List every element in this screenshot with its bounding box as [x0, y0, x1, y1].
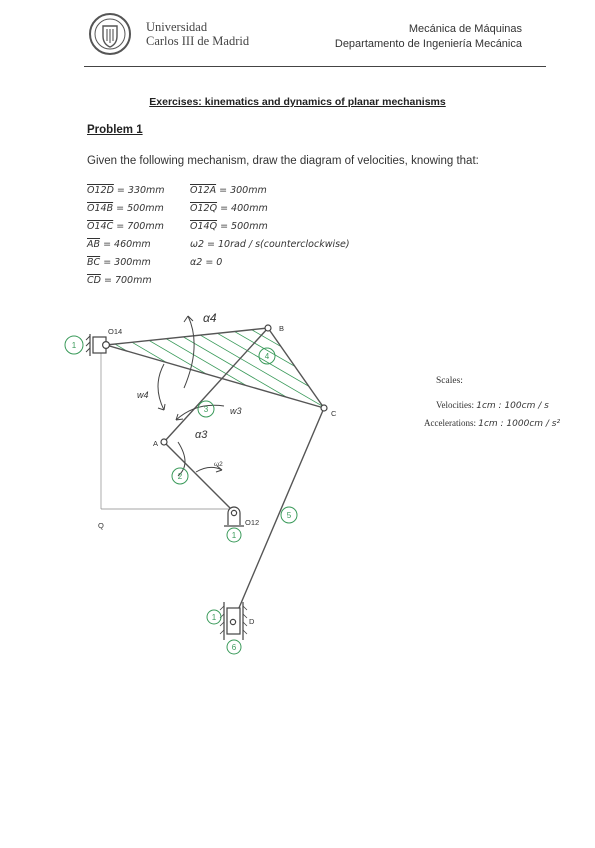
- acceleration-scale: [424, 418, 560, 429]
- joint-c: [321, 405, 327, 411]
- label-d: D: [249, 617, 255, 626]
- page-title: Exercises: kinematics and dynamics of planar mechanisms: [149, 96, 446, 108]
- link-5-number: 5: [286, 511, 292, 520]
- link-c-d: [233, 408, 324, 622]
- joint-a: [161, 439, 167, 445]
- label-alpha3: α3: [195, 429, 208, 441]
- joint-b: [265, 325, 271, 331]
- ground-pivot-o12: [224, 507, 244, 526]
- label-omega4: w4: [137, 390, 149, 400]
- data-item: $\overline{AB} = 460mm$: [87, 239, 151, 250]
- label-b: B: [279, 324, 285, 333]
- data-item: O14Q = 500mm: [190, 221, 268, 232]
- omega4-arrow: [158, 364, 164, 410]
- data-item: $\overline{CD} = 700mm$: [87, 275, 152, 286]
- data-item: ω2 = 10rad / s(counterclockwise): [190, 239, 350, 250]
- data-item: α2 = 0: [190, 257, 223, 268]
- slider-d: [220, 602, 247, 640]
- data-item: O14C = 700mm: [87, 221, 164, 232]
- subject-name: Mecánica de Máquinas: [408, 23, 522, 35]
- label-q: Q: [98, 521, 104, 530]
- label-omega3: w3: [230, 406, 242, 416]
- link-3-number: 3: [203, 405, 209, 414]
- acceleration-scale-value: 1cm : 1000cm / s²: [478, 419, 561, 429]
- link-6-number: 6: [231, 643, 237, 652]
- data-item: O12Q = 400mm: [190, 203, 268, 214]
- omega3-arrow: [176, 405, 224, 420]
- acceleration-scale-label: Accelerations:: [424, 418, 476, 428]
- velocity-scale: [436, 400, 549, 411]
- label-omega2: ω2: [214, 461, 223, 468]
- label-a: A: [153, 439, 159, 448]
- link-o12-a: [164, 442, 234, 512]
- velocity-scale-value: 1cm : 100cm / s: [476, 401, 549, 411]
- label-c: C: [331, 409, 337, 418]
- data-item: $\overline{BC} = 300mm$: [87, 257, 151, 268]
- link-1-number-o14: 1: [71, 341, 77, 350]
- ground-pivot-o14: [86, 334, 109, 356]
- label-o14: O14: [108, 327, 123, 336]
- problem-heading: Problem 1: [87, 124, 143, 136]
- link-b-c: [268, 328, 324, 408]
- university-line-2: Carlos III de Madrid: [146, 34, 250, 48]
- problem-statement: Given the following mechanism, draw the diagram of velocities, knowing that:: [87, 155, 479, 167]
- velocity-scale-label: Velocities:: [436, 400, 474, 410]
- data-item: O14B = 500mm: [87, 203, 164, 214]
- scales-heading: Scales:: [436, 376, 463, 386]
- label-o12: O12: [245, 518, 260, 527]
- link-1-number-o12: 1: [231, 531, 237, 540]
- department-name: Departamento de Ingeniería Mecánica: [334, 38, 522, 50]
- link-1-number-d: 1: [211, 613, 217, 622]
- university-line-1: Universidad: [146, 20, 208, 34]
- link-4-number: 4: [264, 352, 270, 361]
- link-4-hatching: [40, 300, 360, 488]
- link-a-b: [164, 328, 268, 442]
- link-2-number: 2: [177, 472, 183, 481]
- data-item: O12A = 300mm: [190, 185, 267, 196]
- data-item: O12D = 330mm: [87, 185, 165, 196]
- label-alpha4: α4: [203, 311, 217, 325]
